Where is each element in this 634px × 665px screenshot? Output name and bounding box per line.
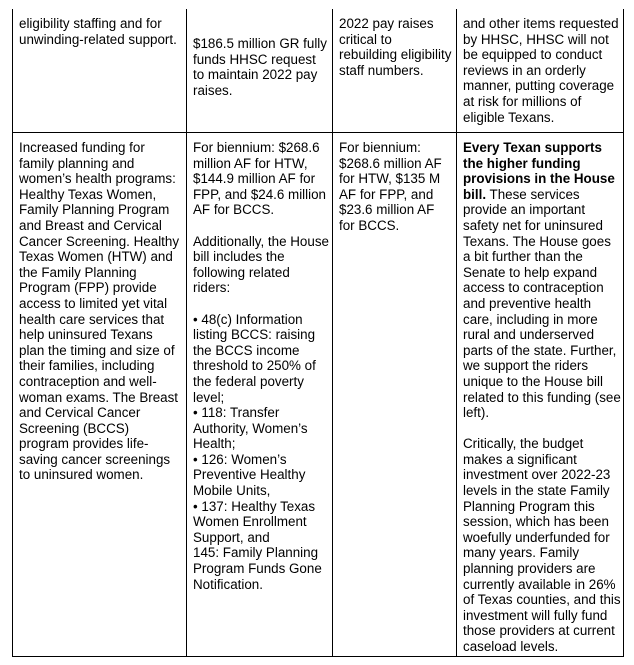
rider-item: • 48(c) Information listing BCCS: raising the BCCS income threshold to 250% of the federal poverty level;	[193, 311, 316, 405]
table-cell	[193, 140, 330, 592]
table-cell	[193, 36, 330, 98]
table-column-divider	[456, 9, 457, 657]
table-border-right	[623, 9, 624, 657]
table-border-bottom	[12, 656, 624, 657]
rider-item: • 126: Women’s Preventive Healthy Mobile Units,	[193, 451, 306, 499]
rider-item: 145: Family Planning Program Funds Gone Notification.	[193, 545, 322, 592]
table-cell	[339, 16, 453, 78]
table-border-left	[12, 9, 13, 657]
cell-text: and other items requested by HHSC, HHSC will not be equipped to conduct reviews in an orderly manner, putting coverage at risk for millions of eligible Texans.	[463, 16, 619, 125]
table-cell	[19, 140, 181, 483]
cell-text: Additionally, the House bill includes the following related riders:	[193, 233, 329, 296]
cell-text: Increased funding for family planning and women’s health programs: Healthy Texas Women, Family Planning Program and Breast and Cervical Cancer Screening. Healthy Texas Women (HTW) and the Family Planning Program (FPP) provide access to limited yet vital health care services that help uninsured Texans plan the timing and size of their families, including contraception and well-woman exams. The Breast and Cervical Cancer Screening (BCCS) program provides life-saving cancer screenings to uninsured women.	[19, 140, 180, 483]
cell-text	[463, 140, 621, 421]
rider-item: • 137: Healthy Texas Women Enrollment Support, and	[193, 498, 316, 545]
table-column-divider	[332, 9, 333, 657]
table-cell	[19, 16, 181, 47]
table-row-divider	[12, 132, 624, 133]
bold-statement: Every Texan supports the higher funding provisions in the House bill.	[463, 140, 615, 202]
table-cell	[463, 140, 621, 655]
cell-text: $186.5 million GR fully funds HHSC request to maintain 2022 pay raises.	[193, 36, 327, 98]
rider-item: • 118: Transfer Authority, Women’s Health;	[193, 405, 308, 452]
table-cell	[463, 16, 621, 125]
table-cell	[339, 140, 451, 234]
cell-text-continued: These services provide an important safety net for uninsured Texans. The House goes a bit further than the Senate to help expand access to contraception and preventive health care, including in more rural and underserved parts of the state. Further, we support the riders unique to the House bill related to this funding (see left).	[463, 186, 621, 421]
table-column-divider	[186, 9, 187, 657]
cell-text: eligibility staffing and for unwinding-related support.	[19, 16, 177, 47]
cell-text: For biennium: $268.6 million AF for HTW, $135 M AF for FPP, and $23.6 million AF for BCCS.	[339, 140, 442, 233]
cell-text: For biennium: $268.6 million AF for HTW, $144.9 million AF for FPP, and $24.6 million AF for BCCS.	[193, 140, 326, 218]
cell-text: 2022 pay raises critical to rebuilding eligibility staff numbers.	[339, 16, 452, 78]
riders-list	[193, 312, 330, 593]
cell-text: Critically, the budget makes a significant investment over 2022-23 levels in the state Family Planning Program this session, which has been woefully underfunded for many years. Family planning providers are currently available in 26% of Texas counties, and this investment will fully fund those providers at current caseload levels.	[463, 436, 621, 654]
budget-comparison-table	[12, 9, 624, 657]
